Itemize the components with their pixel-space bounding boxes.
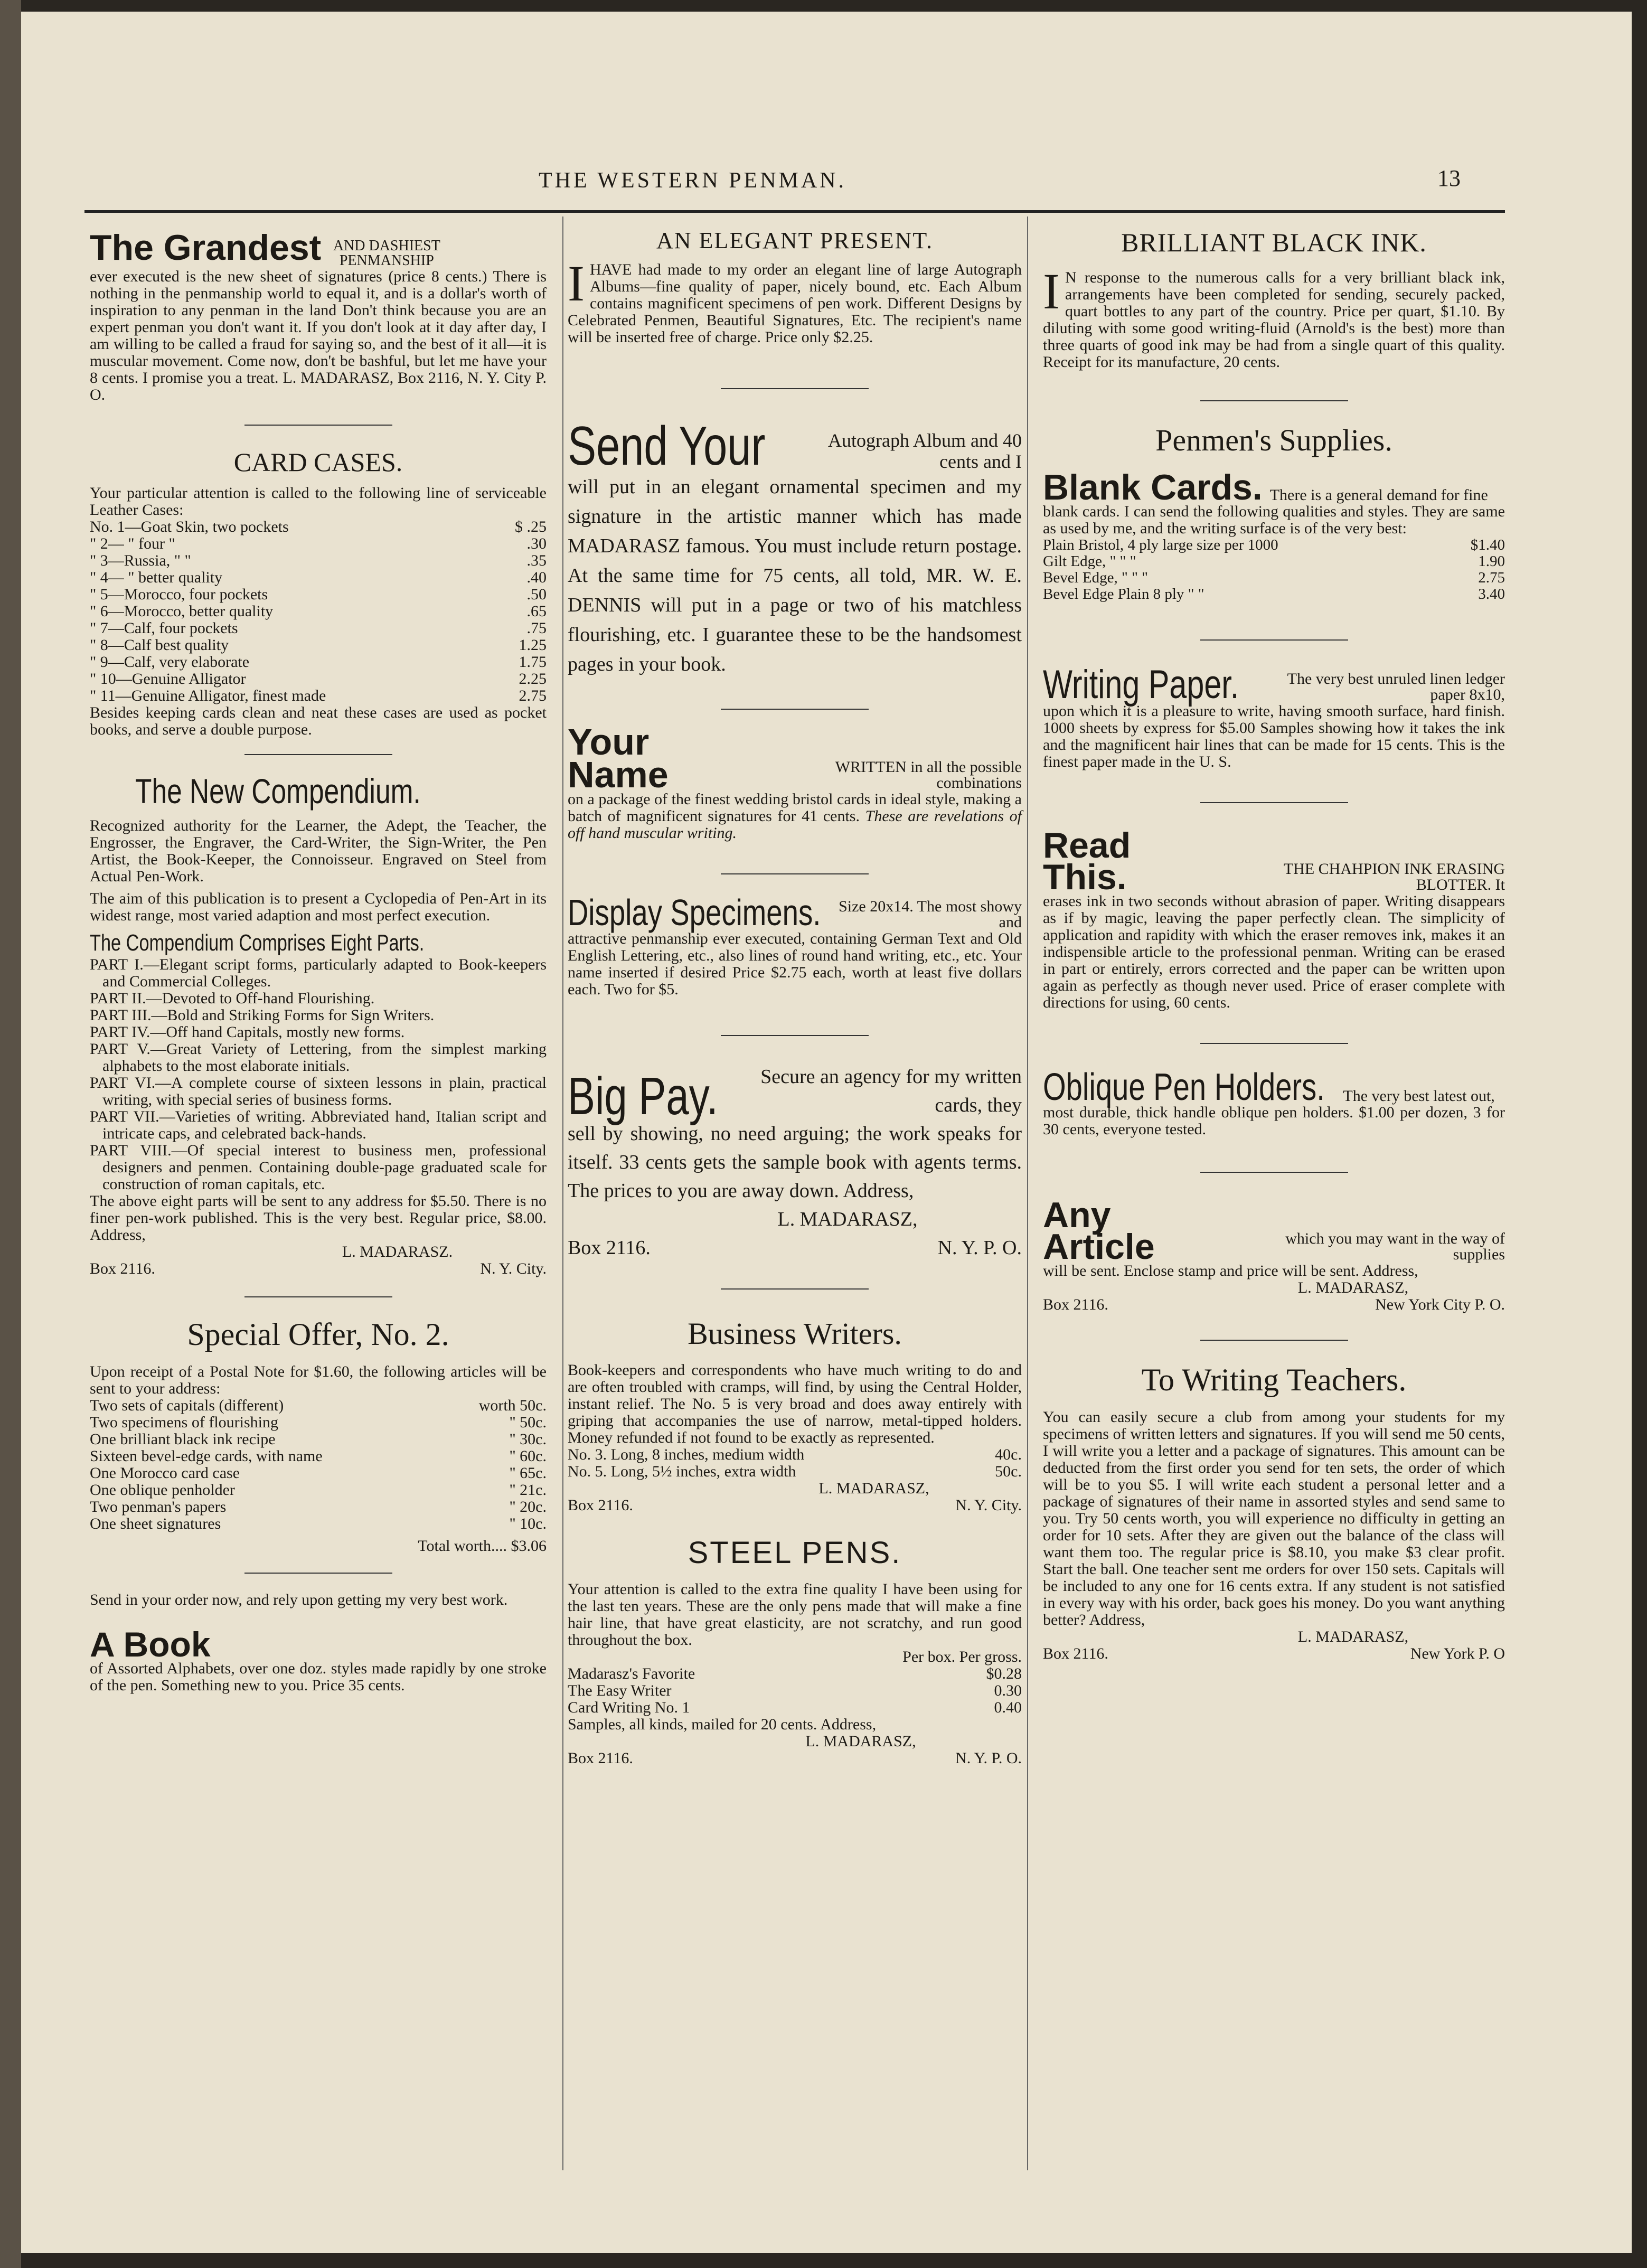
item-name: The Easy Writer — [568, 1682, 672, 1699]
item-price: $ .25 — [515, 518, 547, 535]
table-cell: $1.40 — [1470, 537, 1505, 553]
item-price: .75 — [526, 619, 547, 637]
section-title: Penmen's Supplies. — [1155, 423, 1392, 457]
table-cell: Bevel Edge Plain 8 ply " " — [1043, 586, 1204, 603]
section-title: CARD CASES. — [233, 447, 403, 477]
item-name: " 3—Russia, " " — [90, 552, 191, 569]
city: N. Y. P. O. — [955, 1749, 1022, 1767]
part-item: PART VII.—Varieties of writing. Abbreviated hand, Italian script and intricate caps, and celebrated back-hands. — [90, 1108, 547, 1142]
item-price: .65 — [526, 603, 547, 620]
list-item — [90, 1448, 547, 1465]
page-number: 13 — [1437, 165, 1461, 191]
box: Box 2116. — [568, 1497, 633, 1514]
paper-heading — [1043, 662, 1505, 707]
separator — [721, 1035, 869, 1036]
send-heading — [568, 416, 1022, 477]
separator — [1200, 1340, 1348, 1341]
item-name: " 5—Morocco, four pockets — [90, 586, 268, 603]
book-spine — [0, 0, 21, 2268]
city: N. Y. City. — [480, 1260, 547, 1277]
item-price: " 10c. — [509, 1515, 547, 1532]
item-name: Two penman's papers — [90, 1498, 227, 1516]
ad-body — [1043, 263, 1505, 371]
item-name: One oblique penholder — [90, 1481, 235, 1499]
item-price: 0.30 — [994, 1682, 1022, 1699]
item-name: " 10—Genuine Alligator — [90, 670, 246, 688]
ad-body: upon which it is a pleasure to write, having smooth surface, hard finish. 1000 sheets by express for $5.00 Samples showing how it takes the ink and the magnificent hair lines that can be made for 15 cents. This is the finest paper made in the U. S. — [1043, 702, 1505, 770]
table-cell: Gilt Edge, " " " — [1043, 553, 1136, 570]
ad-body: Your attention is called to the extra fine quality I have been using for the last ten years. These are the only pens made that will make a fine hair line, that have great elasticity, are not scratchy, and run good throughout the box. — [568, 1580, 1022, 1649]
section-title: STEEL PENS. — [688, 1536, 902, 1570]
item-price: 2.75 — [519, 687, 547, 704]
section-title: BRILLIANT BLACK INK. — [1121, 228, 1427, 257]
list-item — [90, 1397, 547, 1414]
display-heading — [568, 892, 1022, 933]
separator — [721, 1288, 869, 1290]
table-cell: 1.90 — [1478, 553, 1505, 570]
item-price: 2.25 — [519, 670, 547, 688]
separator — [244, 1573, 392, 1574]
box: Box 2116. — [568, 1749, 633, 1767]
item-name: " 2— " four " — [90, 535, 175, 552]
pay-heading — [568, 1062, 1022, 1126]
column-3 — [1043, 227, 1505, 1662]
list-item — [90, 1482, 547, 1499]
title-text: Send Your — [568, 416, 766, 477]
ad-subtitle: AND DASHIEST PENMANSHIP — [333, 238, 440, 269]
ad-subtitle: THE CHAHPION INK ERASING BLOTTER. It — [1283, 860, 1505, 893]
list-item — [90, 586, 547, 603]
list-item — [90, 688, 547, 704]
body-text: on a package of the finest wedding bristol cards in ideal style, making a batch of magnificent signatures for 41 cents. — [568, 790, 1022, 825]
item-name: One sheet signatures — [90, 1515, 221, 1532]
ad-subtitle: which you may want in the way of supplies — [1285, 1230, 1505, 1263]
table-cell: 2.75 — [1478, 569, 1505, 586]
box: Box 2116. — [1043, 1645, 1108, 1662]
parts-list — [90, 956, 547, 1193]
table-row — [1043, 553, 1505, 570]
ad-body: sell by showing, no need arguing; the work speaks for itself. 33 cents gets the sample book with agents terms. The prices to you are away down. Address, — [568, 1123, 1022, 1202]
address-row — [1043, 1645, 1505, 1662]
separator — [721, 873, 869, 874]
separator — [1200, 1043, 1348, 1044]
ad-body: blank cards. I can send the following qualities and styles. They are same as used by me, and the writing surface is of the very best: — [1043, 503, 1505, 537]
ad-body — [568, 255, 1022, 346]
item-price: 1.25 — [519, 636, 547, 654]
list-item — [90, 519, 547, 535]
item-price: " 30c. — [509, 1431, 547, 1448]
ad-title: Blank Cards. — [1043, 467, 1263, 507]
list-item — [568, 1699, 1022, 1716]
separator — [244, 754, 392, 755]
city: N. Y. City. — [955, 1497, 1022, 1514]
ad-body: of Assorted Alphabets, over one doz. styles made rapidly by one stroke of the pen. Something new to you. Price 35 cents. — [90, 1660, 547, 1694]
item-name: " 8—Calf best quality — [90, 636, 229, 654]
title-text: The New Compendium. — [135, 771, 421, 811]
ad-body: Your particular attention is called to the following line of serviceable Leather Cases: — [90, 484, 547, 519]
ad-subtitle: WRITTEN in all the possible combinations — [835, 758, 1022, 792]
part-item: PART VIII.—Of special interest to business men, professional designers and penmen. Containing double-page graduated scale for construction of roman capitals, etc. — [90, 1142, 547, 1193]
list-item — [90, 535, 547, 552]
subheading — [90, 929, 547, 956]
list-item — [568, 1665, 1022, 1682]
section-title: To Writing Teachers. — [1141, 1362, 1407, 1397]
column-1 — [90, 227, 547, 1694]
separator — [1200, 400, 1348, 401]
ad-subtitle: The very best latest out, — [1343, 1087, 1495, 1105]
ad-body: most durable, thick handle oblique pen holders. $1.00 per dozen, 3 for 30 cents, everyone tested. — [1043, 1104, 1505, 1138]
body-text: HAVE had made to my order an elegant line of large Autograph Albums—fine quality of paper, nicely bound, etc. Each Album contains magnificent specimens of pen work. Different Designs by Celebrated Penmen, Beautiful Signatures, Etc. The recipient's name will be inserted free of charge. Price only $2.25. — [568, 261, 1022, 346]
item-name: " 11—Genuine Alligator, finest made — [90, 687, 326, 704]
any-heading — [1043, 1195, 1505, 1267]
ad-title: The Grandest — [90, 228, 322, 268]
address-row — [568, 1234, 1022, 1262]
price-table — [1043, 537, 1505, 603]
title-text: Oblique Pen Holders. — [1043, 1066, 1325, 1108]
section-title: Special Offer, No. 2. — [187, 1317, 449, 1352]
address-row — [1043, 1296, 1505, 1313]
list-item — [90, 1431, 547, 1448]
grandest-heading — [90, 227, 547, 268]
table-cell: Bevel Edge, " " " — [1043, 569, 1148, 586]
separator — [244, 1296, 392, 1297]
item-price: " 21c. — [509, 1481, 547, 1499]
list-item — [90, 1499, 547, 1516]
section-title — [90, 771, 547, 812]
part-item: PART I.—Elegant script forms, particularly adapted to Book-keepers and Commercial Colleges. — [90, 956, 547, 990]
ad-body: Besides keeping cards clean and neat these cases are used as pocket books, and serve a double purpose. — [90, 704, 547, 738]
list-item — [90, 569, 547, 586]
section-title: AN ELEGANT PRESENT. — [656, 228, 934, 253]
table-row — [1043, 570, 1505, 586]
list-item — [90, 1516, 547, 1532]
box: Box 2116. — [568, 1237, 651, 1259]
ad-title: A Book — [90, 1625, 211, 1664]
ad-title: Any Article — [1043, 1195, 1155, 1267]
item-name: No. 1—Goat Skin, two pockets — [90, 518, 289, 535]
item-price: .50 — [526, 586, 547, 603]
item-price: .35 — [526, 552, 547, 569]
table-row — [1043, 537, 1505, 553]
drop-cap: I — [568, 255, 585, 312]
item-price: 0.40 — [994, 1699, 1022, 1716]
list-item — [90, 552, 547, 569]
list-item — [90, 1414, 547, 1431]
column-divider — [562, 217, 563, 2170]
list-item — [90, 637, 547, 654]
price-list — [568, 1446, 1022, 1480]
item-name: " 7—Calf, four pockets — [90, 619, 238, 637]
item-name: One Morocco card case — [90, 1464, 240, 1482]
ad-subtitle: Secure an agency for my written cards, they — [760, 1066, 1022, 1116]
part-item: PART V.—Great Variety of Lettering, from the simplest marking alphabets to the most elaborate initials. — [90, 1040, 547, 1075]
item-name: Card Writing No. 1 — [568, 1699, 690, 1716]
ad-title — [1043, 662, 1294, 707]
part-item: PART II.—Devoted to Off-hand Flourishing. — [90, 990, 375, 1007]
item-name: " 4— " better quality — [90, 569, 223, 586]
list-item — [90, 654, 547, 671]
column-divider — [1027, 217, 1028, 2170]
column-labels: Per box. Per gross. — [902, 1648, 1022, 1665]
address-row — [568, 1497, 1022, 1514]
ad-body: Book-keepers and correspondents who have much writing to do and are often troubled with cramps, will find, by using the Central Holder, instant relief. The No. 5 is very broad and does away entirely with griping that accompanies the use of narrow, metal-tipped holders. Money refunded if not found to be exactly as represented. — [568, 1361, 1022, 1446]
address-row — [568, 1750, 1022, 1767]
title-text: Display Specimens. — [568, 892, 821, 933]
item-name: One brilliant black ink recipe — [90, 1431, 276, 1448]
ad-title: Read This. — [1043, 825, 1131, 897]
separator — [1200, 1172, 1348, 1173]
signature: L. MADARASZ. — [342, 1243, 453, 1260]
item-price: .30 — [526, 535, 547, 552]
item-name: Two specimens of flourishing — [90, 1414, 279, 1431]
read-heading — [1043, 825, 1505, 897]
separator — [721, 709, 869, 710]
item-name: No. 5. Long, 5½ inches, extra width — [568, 1463, 796, 1480]
running-header: THE WESTERN PENMAN. — [539, 168, 847, 193]
ad-body: will be sent. Enclose stamp and price will be sent. Address, — [1043, 1262, 1418, 1279]
item-price: " 20c. — [509, 1498, 547, 1516]
ad-title — [568, 1067, 760, 1126]
ad-body: Upon receipt of a Postal Note for $1.60, the following articles will be sent to your address: — [90, 1363, 547, 1397]
part-item: PART III.—Bold and Striking Forms for Sign Writers. — [90, 1006, 435, 1024]
table-row — [1043, 586, 1505, 603]
ad-body: will put in an elegant ornamental specimen and my signature in the artistic manner which has made MADARASZ famous. You must include return postage. At the same time for 75 cents, all told, MR. W. E. DENNIS will put in a page or two of his matchless flourishing, etc. I guarantee these to be the handsomest pages in your book. — [568, 476, 1022, 675]
section-title: Business Writers. — [688, 1316, 902, 1351]
book-heading — [90, 1625, 547, 1664]
item-name: " 6—Morocco, better quality — [90, 603, 274, 620]
price-list — [90, 1397, 547, 1532]
address-row — [90, 1260, 547, 1277]
body-text: N response to the numerous calls for a very brilliant black ink, arrangements have been completed for sending, securely packed, quart bottles to any part of the country. Price per quart, $1.10. By diluting with some good writing-fluid (Arnold's is the best) more than three quarts of good ink may be had from a single quart of this quality. Receipt for its manufacture, 20 cents. — [1043, 269, 1505, 371]
title-text: Big Pay. — [568, 1067, 718, 1126]
list-item — [568, 1682, 1022, 1699]
box: Box 2116. — [90, 1260, 155, 1277]
item-name: No. 3. Long, 8 inches, medium width — [568, 1446, 805, 1463]
item-price: $0.28 — [986, 1665, 1022, 1682]
price-list — [90, 519, 547, 704]
header-rule — [84, 210, 1505, 213]
ad-body: ever executed is the new sheet of signatures (price 8 cents.) There is nothing in the penmanship world to equal it, and is a dollar's worth of inspiration to any penman in the land Don't think because you are an expert penman you don't want it. If you don't look at it day after day, I am willing to be called a fraud for saying so, and the best of it all—it is muscular movement. Come now, don't be bashful, but let me have your 8 cents. I promise you a treat. L. MADARASZ, Box 2116, N. Y. City P. O. — [90, 268, 547, 403]
ad-title: Your Name — [568, 721, 669, 795]
part-item: PART IV.—Off hand Capitals, mostly new forms. — [90, 1023, 405, 1041]
list-item — [568, 1446, 1022, 1463]
subheading-text: The Compendium Comprises Eight Parts. — [90, 930, 425, 956]
list-item — [90, 1465, 547, 1482]
signature: L. MADARASZ, — [818, 1480, 929, 1497]
item-price: " 50c. — [509, 1414, 547, 1431]
list-item — [90, 603, 547, 620]
drop-cap: I — [1043, 263, 1060, 319]
ad-body: You can easily secure a club from among your students for my specimens of written letters and signatures. If you will send me 50 cents, I will write you a letter and a package of signatures. This amount can be deducted from the first order you send for ten sets, the order of which will be to you $5. I will write each student a personal letter and a package of signatures of their name in assorted styles and send same to you. Try 50 cents worth, you will experience no difficulty in getting an order for 10 sets. After they are given out the balance of the class will want them too. The regular price is $8.10, you make $3 clear profit. Start the ball. One teacher sent me orders for over 150 sets. Capitals will be included to any one for 16 cents extra. If any student is not satisfied in every way with his order, back goes his money. Do you want anything better? Address, — [1043, 1408, 1505, 1629]
table-cell: 3.40 — [1478, 586, 1505, 603]
ad-subtitle: Autograph Album and 40 cents and I — [828, 430, 1022, 472]
box: Box 2116. — [1043, 1296, 1108, 1313]
separator — [721, 388, 869, 389]
ad-body: Send in your order now, and rely upon getting my very best work. — [90, 1591, 508, 1608]
item-price: 1.75 — [519, 653, 547, 671]
item-name: Madarasz's Favorite — [568, 1665, 695, 1682]
separator — [244, 425, 392, 426]
table-cell: Plain Bristol, 4 ply large size per 1000 — [1043, 537, 1278, 553]
title-text: Writing Paper. — [1043, 662, 1239, 707]
ad-subtitle: Size 20x14. The most showy and — [839, 898, 1022, 931]
ad-title — [568, 416, 821, 477]
item-price: " 60c. — [509, 1447, 547, 1465]
total: Total worth.... $3.06 — [418, 1537, 547, 1555]
ad-subtitle: The very best unruled linen ledger paper 8x10, — [1287, 670, 1505, 703]
item-name: Sixteen bevel-edge cards, with name — [90, 1447, 323, 1465]
city: N. Y. P. O. — [937, 1237, 1022, 1259]
column-2 — [568, 227, 1022, 1767]
ad-body — [568, 791, 1022, 842]
item-name: " 9—Calf, very elaborate — [90, 653, 250, 671]
item-price: .40 — [526, 569, 547, 586]
blank-heading — [1043, 467, 1505, 507]
item-price: 40c. — [995, 1446, 1022, 1463]
ad-body: The above eight parts will be sent to any address for $5.50. There is no finer pen-work published. This is the very best. Regular price, $8.00. Address, — [90, 1192, 547, 1244]
ad-body: attractive penmanship ever executed, containing German Text and Old English Lettering, etc., also lines of round hand writing, etc., etc. Your name inserted if desired Price $2.75 each, worth at least five dollars each. Two for $5. — [568, 930, 1022, 998]
signature: L. MADARASZ, — [805, 1733, 916, 1750]
list-item — [90, 671, 547, 688]
item-price: worth 50c. — [478, 1397, 547, 1414]
ad-body: Recognized authority for the Learner, the Adept, the Teacher, the Engrosser, the Engraver, the Card-Writer, the Sign-Writer, the Pen Artist, the Book-Keeper, the Connoisseur. Engraved on Steel from Actual Pen-Work. — [90, 817, 547, 885]
price-list — [568, 1665, 1022, 1716]
signature: L. MADARASZ, — [1297, 1279, 1409, 1296]
signature: L. MADARASZ, — [1297, 1628, 1409, 1645]
list-item — [568, 1463, 1022, 1480]
italic-text: These are revelations of off hand muscular writing. — [568, 807, 1022, 842]
ad-body: The aim of this publication is to present a Cyclopedia of Pen-Art in its widest range, most varied adaption and most perfect execution. — [90, 890, 547, 924]
separator — [1200, 639, 1348, 641]
item-price: " 65c. — [509, 1464, 547, 1482]
item-name: Two sets of capitals (different) — [90, 1397, 284, 1414]
separator — [1200, 802, 1348, 803]
list-item — [90, 620, 547, 637]
name-heading — [568, 721, 1022, 795]
item-price: 50c. — [995, 1463, 1022, 1480]
holders-heading — [1043, 1066, 1505, 1108]
city: New York P. O — [1410, 1645, 1505, 1662]
ad-body: Samples, all kinds, mailed for 20 cents. Address, — [568, 1716, 877, 1733]
part-item: PART VI.—A complete course of sixteen lessons in plain, practical writing, with special series of business forms. — [90, 1074, 547, 1108]
signature: L. MADARASZ, — [777, 1208, 918, 1230]
city: New York City P. O. — [1375, 1296, 1505, 1313]
ad-subtitle: There is a general demand for fine — [1269, 486, 1488, 504]
ad-body: erases ink in two seconds without abrasion of paper. Writing disappears as if by magic, leaving the paper perfectly clean. The simplicity of application and rapidity with which the eraser removes ink, makes it an indispensible article to the professional penman. Writing can be erased in part or entirely, errors corrected and the paper can be written upon again as perfectly as though never used. Price of eraser complete with directions for using, 60 cents. — [1043, 892, 1505, 1011]
